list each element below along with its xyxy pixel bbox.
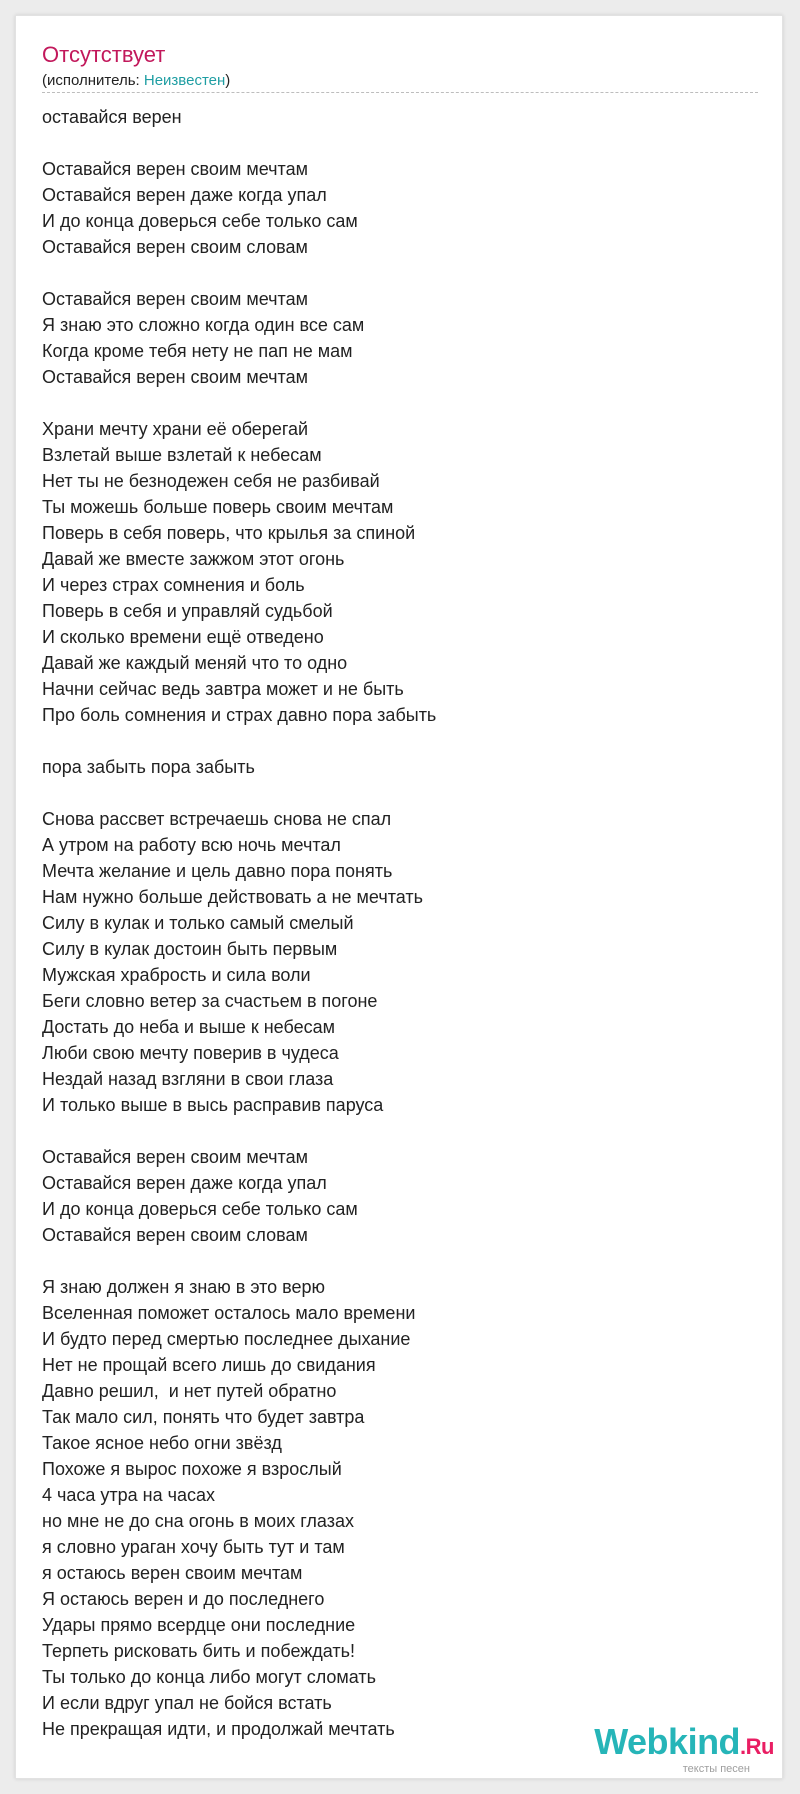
- lyric-line: [42, 780, 758, 806]
- lyric-line: И только выше в высь расправив паруса: [42, 1095, 384, 1115]
- lyric-line: Оставайся верен своим мечтам: [42, 159, 308, 179]
- artist-link[interactable]: Неизвестен: [143, 72, 226, 89]
- lyric-line: Поверь в себя и управляй судьбой: [42, 601, 333, 621]
- lyric-line: Оставайся верен своим мечтам: [42, 289, 308, 309]
- lyric-line: И через страх сомнения и боль: [42, 575, 305, 595]
- lyric-line: Поверь в себя поверь, что крылья за спиной: [42, 523, 416, 543]
- lyric-line: Оставайся верен своим словам: [42, 1225, 308, 1245]
- lyric-line: [42, 1248, 758, 1274]
- lyric-line: Не прекращая идти, и продолжай мечтать: [42, 1719, 395, 1739]
- lyric-line: Оставайся верен даже когда упал: [42, 1173, 327, 1193]
- lyric-line: Нет не прощай всего лишь до свидания: [42, 1355, 376, 1375]
- logo-wordmark: [594, 1721, 774, 1765]
- song-title: Отсутствует: [42, 42, 166, 67]
- lyric-line: Когда кроме тебя нету не пап не мам: [42, 341, 353, 361]
- lyric-line: Терпеть рисковать бить и побеждать!: [42, 1641, 356, 1661]
- lyric-line: Мужская храбрость и сила воли: [42, 965, 311, 985]
- lyric-line: но мне не до сна огонь в моих глазах: [42, 1511, 354, 1531]
- lyric-line: [42, 260, 758, 286]
- lyric-line: А утром на работу всю ночь мечтал: [42, 835, 341, 855]
- lyric-line: Я остаюсь верен и до последнего: [42, 1589, 325, 1609]
- lyric-line: Мечта желание и цель давно пора понять: [42, 861, 393, 881]
- lyric-line: Достать до неба и выше к небесам: [42, 1017, 335, 1037]
- lyric-line: Я знаю это сложно когда один все сам: [42, 315, 365, 335]
- lyric-line: Вселенная поможет осталось мало времени: [42, 1303, 416, 1323]
- logo-main-text: Webkind: [594, 1721, 741, 1762]
- lyric-line: И будто перед смертью последнее дыхание: [42, 1329, 411, 1349]
- lyric-line: я остаюсь верен своим мечтам: [42, 1563, 303, 1583]
- lyric-line: Храни мечту храни её оберегай: [42, 419, 309, 439]
- lyric-line: Силу в кулак и только самый смелый: [42, 913, 354, 933]
- lyric-line: Силу в кулак достоин быть первым: [42, 939, 338, 959]
- logo-tld: .Ru: [740, 1734, 774, 1759]
- lyric-line: [42, 390, 758, 416]
- lyric-line: оставайся верен: [42, 107, 182, 127]
- lyric-line: Беги словно ветер за счастьем в погоне: [42, 991, 378, 1011]
- lyric-line: [42, 130, 758, 156]
- lyric-line: И до конца доверься себе только сам: [42, 1199, 358, 1219]
- lyric-line: Похоже я вырос похоже я взрослый: [42, 1459, 342, 1479]
- lyric-line: Так мало сил, понять что будет завтра: [42, 1407, 365, 1427]
- lyric-line: я словно ураган хочу быть тут и там: [42, 1537, 345, 1557]
- lyric-line: Такое ясное небо огни звёзд: [42, 1433, 282, 1453]
- artist-prefix: (исполнитель:: [42, 72, 144, 89]
- lyric-line: И если вдруг упал не бойся встать: [42, 1693, 332, 1713]
- webkind-logo[interactable]: [594, 1721, 774, 1775]
- lyric-line: Ты можешь больше поверь своим мечтам: [42, 497, 394, 517]
- logo-tagline: тексты песен: [682, 1763, 750, 1775]
- lyric-line: Я знаю должен я знаю в это верю: [42, 1277, 326, 1297]
- lyric-line: Взлетай выше взлетай к небесам: [42, 445, 322, 465]
- lyric-line: Начни сейчас ведь завтра может и не быть: [42, 679, 404, 699]
- lyric-line: И сколько времени ещё отведено: [42, 627, 324, 647]
- title-divider: [42, 92, 758, 93]
- lyric-line: Про боль сомнения и страх давно пора забыть: [42, 705, 437, 725]
- lyric-line: Снова рассвет встречаешь снова не спал: [42, 809, 392, 829]
- lyric-line: И до конца доверься себе только сам: [42, 211, 358, 231]
- lyric-line: Нет ты не безнодежен себя не разбивай: [42, 471, 380, 491]
- lyric-line: Оставайся верен своим словам: [42, 237, 308, 257]
- lyric-line: Оставайся верен даже когда упал: [42, 185, 327, 205]
- lyric-line: [42, 1118, 758, 1144]
- lyric-line: Оставайся верен своим мечтам: [42, 367, 308, 387]
- artist-line: [42, 72, 230, 89]
- lyric-line: Нам нужно больше действовать а не мечтать: [42, 887, 423, 907]
- lyric-line: Удары прямо всердце они последние: [42, 1615, 356, 1635]
- artist-suffix: ): [225, 72, 231, 89]
- lyric-line: Ты только до конца либо могут сломать: [42, 1667, 377, 1687]
- lyric-line: Давай же каждый меняй что то одно: [42, 653, 348, 673]
- lyric-line: Давай же вместе зажжом этот огонь: [42, 549, 345, 569]
- lyric-line: Оставайся верен своим мечтам: [42, 1147, 308, 1167]
- lyric-line: Давно решил, и нет путей обратно: [42, 1381, 337, 1401]
- lyric-line: [42, 728, 758, 754]
- lyric-line: Люби свою мечту поверив в чудеса: [42, 1043, 339, 1063]
- lyrics-text: [42, 104, 758, 1742]
- lyric-line: 4 часа утра на часах: [42, 1485, 216, 1505]
- lyric-line: Нездай назад взгляни в свои глаза: [42, 1069, 334, 1089]
- lyric-line: пора забыть пора забыть: [42, 757, 255, 777]
